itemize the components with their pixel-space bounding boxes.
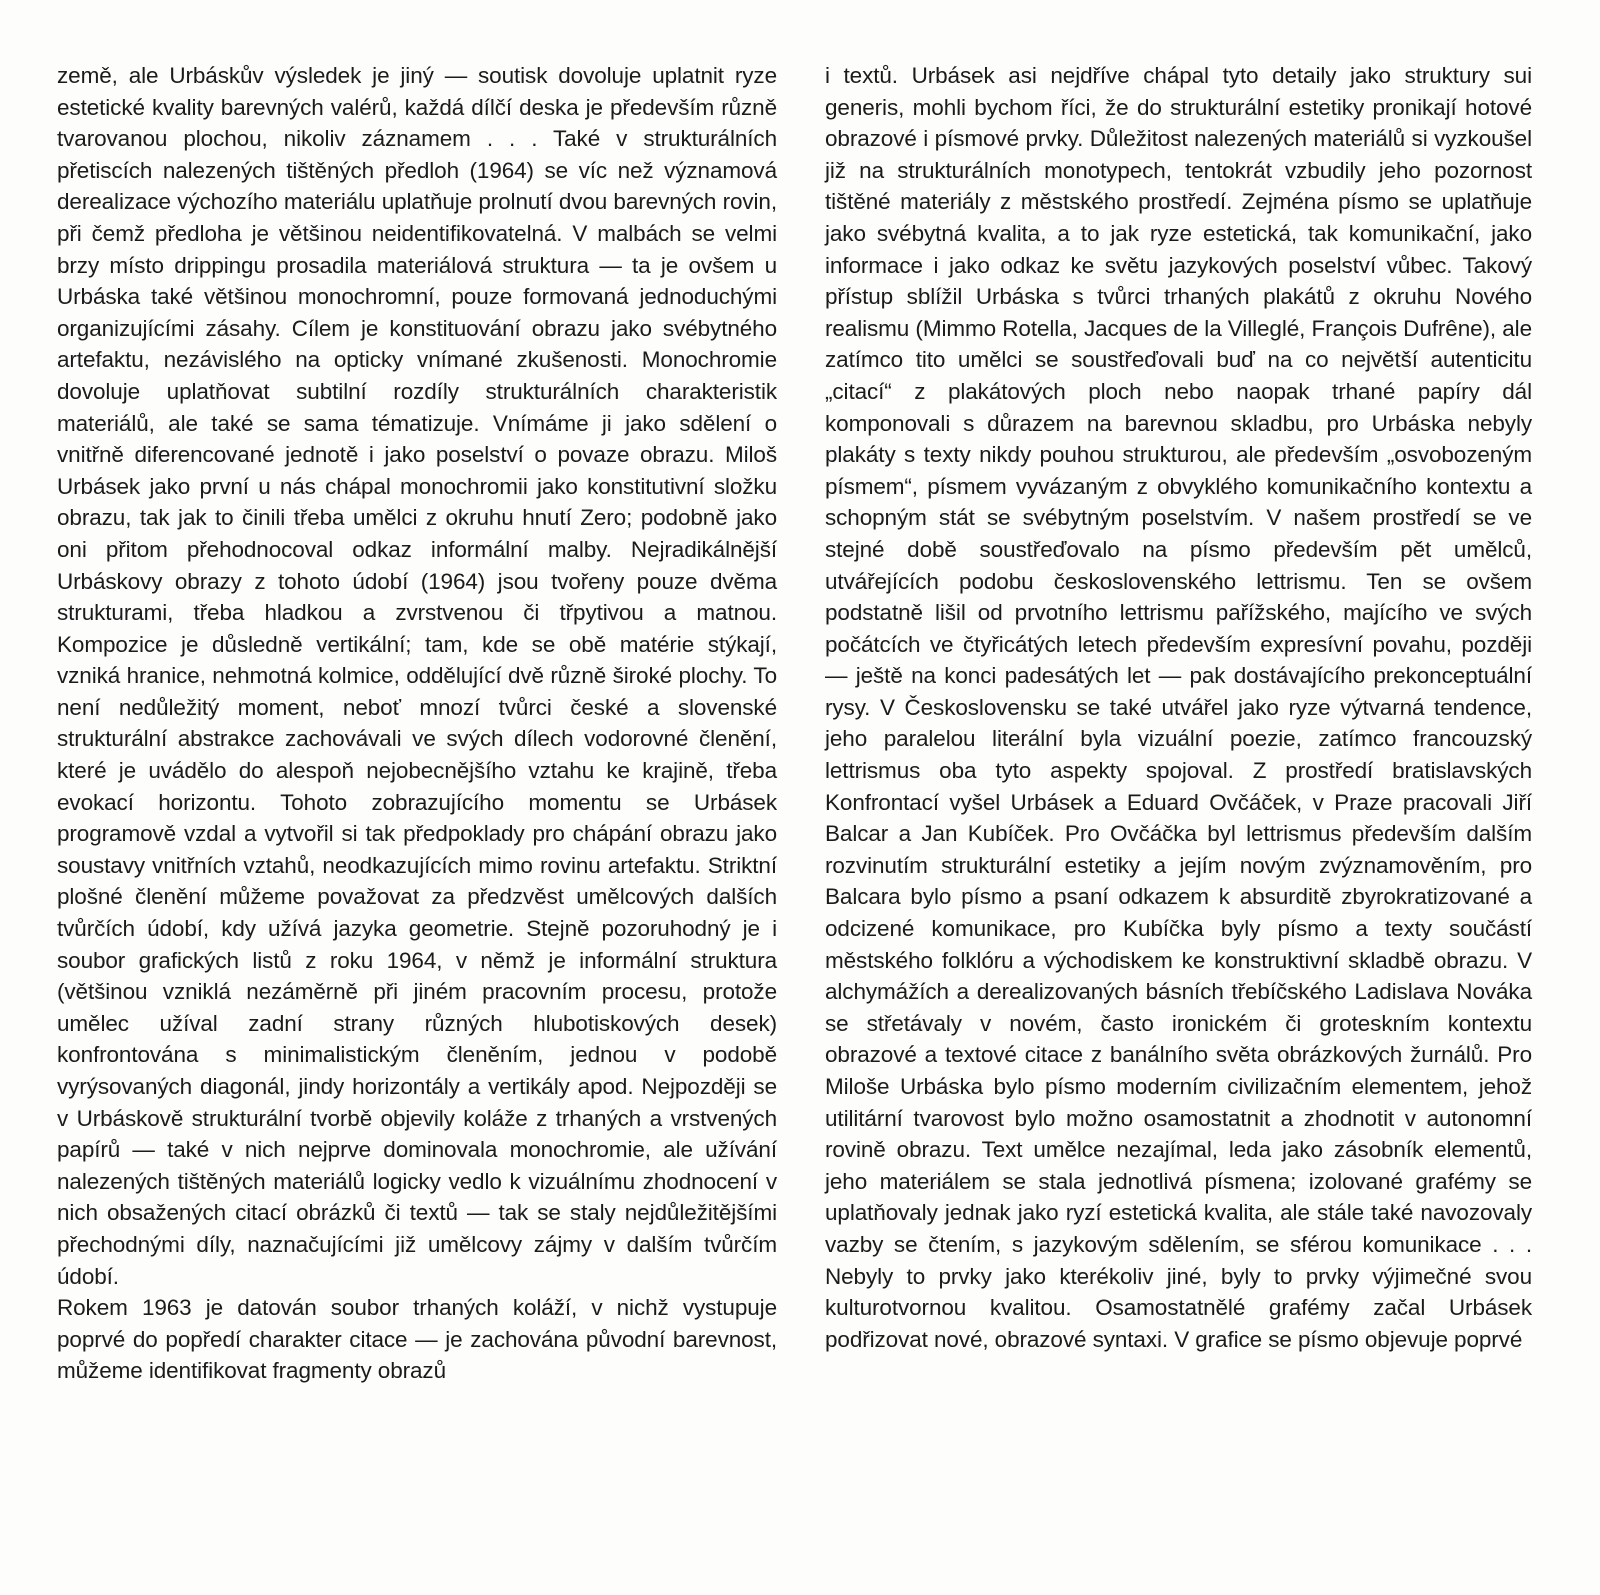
paragraph: země, ale Urbáskův výsledek je jiný — soutisk dovoluje uplatnit ryze estetické kvality barevných valérů, každá dílčí deska je především různě tvarovanou plochou, nikoliv záznamem . . . Také v strukturálních přetiscích nalezených tištěných předloh (1964) se víc než významová derealizace výchozího materiálu uplatňuje prolnutí dvou barevných rovin, při čemž předloha je většinou neidentifikovatelná. V malbách se velmi brzy místo drippingu prosadila materiálová struktura — ta je ovšem u Urbáska také většinou monochromní, pouze formovaná jednoduchými organizujícími zásahy. Cílem je konstituování obrazu jako svébytného artefaktu, nezávislého na opticky vnímané zkušenosti. Monochromie dovoluje uplatňovat subtilní rozdíly strukturálních charakteristik materiálů, ale také se sama tématizuje. Vnímáme ji jako sdělení o vnitřně diferencované jednotě i jako poselství o povaze obrazu. Miloš Urbásek jako první u nás chápal monochromii jako konstitutivní složku obrazu, tak jak to činili třeba umělci z okruhu hnutí Zero; podobně jako oni přitom přehodnocoval odkaz informální malby. Nejradikálnější Urbáskovy obrazy z tohoto údobí (1964) jsou tvořeny pouze dvěma strukturami, třeba hladkou a zvrstvenou či třpytivou a matnou. Kompozice je důsledně vertikální; tam, kde se obě matérie stýkají, vzniká hranice, nehmotná kolmice, oddělující dvě různě široké plochy. To není nedůležitý moment, neboť mnozí tvůrci české a slovenské strukturální abstrakce zachovávali ve svých dílech vodorovné členění, které je uvádělo do alespoň nejobecnějšího vztahu ke krajině, třeba evokací horizontu. Tohoto zobrazujícího momentu se Urbásek programově vzdal a vytvořil si tak předpoklady pro chápání obrazu jako soustavy vnitřních vztahů, neodkazujících mimo rovinu artefaktu. Striktní plošné členění můžeme považovat za předzvěst umělcových dalších tvůrčích údobí, kdy užívá jazyka geometrie. Stejně pozoruhodný je i soubor grafických listů z roku 1964, v němž je informální struktura (většinou vzniklá nezáměrně při jiném pracovním procesu, protože umělec užíval zadní strany různých hlubotiskových desek) konfrontována s minimalistickým členěním, jednou v podobě vyrýsovaných diagonál, jindy horizontály a vertikály apod. Nejpozději se v Urbáskově strukturální tvorbě objevily koláže z trhaných a vrstvených papírů — také v nich nejprve dominovala monochromie, ale užívání nalezených tištěných materiálů logicky vedlo k vizuálnímu zhodnocení v nich obsažených citací obrázků či textů — tak se staly nejdůležitějšími přechodnými díly, naznačujícími již umělcovy zájmy v dalším tvůrčím údobí. — [57, 63, 777, 1289]
paragraph: i textů. Urbásek asi nejdříve chápal tyto detaily jako struktury sui generis, mohli bychom říci, že do strukturální estetiky pronikají hotové obrazové i písmové prvky. Důležitost nalezených materiálů si vyzkoušel již na strukturálních monotypech, tentokrát vzbudily jeho pozornost tištěné materiály z městského prostředí. Zejména písmo se uplatňuje jako svébytná kvalita, a to jak ryze estetická, tak komunikační, jako informace i jako odkaz ke světu jazykových poselství vůbec. Takový přístup sblížil Urbáska s tvůrci trhaných plakátů z okruhu Nového realismu (Mimmo Rotella, Jacques de la Villeglé, François Dufrêne), ale zatímco tito umělci se soustřeďovali buď na co největší autenticitu „citací“ z plakátových ploch nebo naopak trhané papíry dál komponovali s důrazem na barevnou skladbu, pro Urbáska nebyly plakáty s texty nikdy pouhou strukturou, ale především „osvobozeným písmem“, písmem vyvázaným z obvyklého komunikačního kontextu a schopným stát se svébytným poselstvím. V našem prostředí se ve stejné době soustřeďovalo na písmo především pět umělců, utvářejících podobu československého lettrismu. Ten se ovšem podstatně lišil od prvotního lettrismu pařížského, majícího ve svých počátcích ve čtyřicátých letech především expresívní povahu, později — ještě na konci padesátých let — pak dostávajícího prekonceptuální rysy. V Československu se také utvářel jako ryze výtvarná tendence, jeho paralelou literální byla vizuální poezie, zatímco francouzský lettrismus oba tyto aspekty spojoval. Z prostředí bratislavských Konfrontací vyšel Urbásek a Eduard Ovčáček, v Praze pracovali Jiří Balcar a Jan Kubíček. Pro Ovčáčka byl lettrismus především dalším rozvinutím strukturální estetiky a jejím novým zvýznamověním, pro Balcara bylo písmo a psaní odkazem k absurditě zbyrokratizované a odcizené komunikace, pro Kubíčka byly písmo a texty součástí městského folklóru a východiskem ke konstruktivní skladbě obrazu. V alchymážích a derealizovaných básních třebíčského Ladislava Nováka se střetávaly v novém, často ironickém či groteskním kontextu obrazové a textové citace z banálního světa obrázkových žurnálů. Pro Miloše Urbáska bylo písmo moderním civilizačním elementem, jehož utilitární tvarovost bylo možno osamostatnit a zhodnotit v autonomní rovině obrazu. Text umělce nezajímal, leda jako zásobník elementů, jeho materiálem se stala jednotlivá písmena; izolované grafémy se uplatňovaly jednak jako ryzí estetická kvalita, ale stále také navozovaly vazby se čtením, s jazykovým sdělením, se sférou komunikace . . . Nebyly to prvky jako kterékoliv jiné, byly to prvky výjimečné svou kulturotvornou kvalitou. Osamostatnělé grafémy začal Urbásek podřizovat nové, obrazové syntaxi. V grafice se písmo objevuje poprvé — [825, 63, 1532, 1352]
right-text-column — [825, 60, 1532, 1355]
left-text-column — [57, 60, 777, 1387]
paragraph: Rokem 1963 je datován soubor trhaných koláží, v nichž vystupuje poprvé do popředí charakter citace — je zachována původní barevnost, můžeme identifikovat fragmenty obrazů — [57, 1295, 777, 1384]
